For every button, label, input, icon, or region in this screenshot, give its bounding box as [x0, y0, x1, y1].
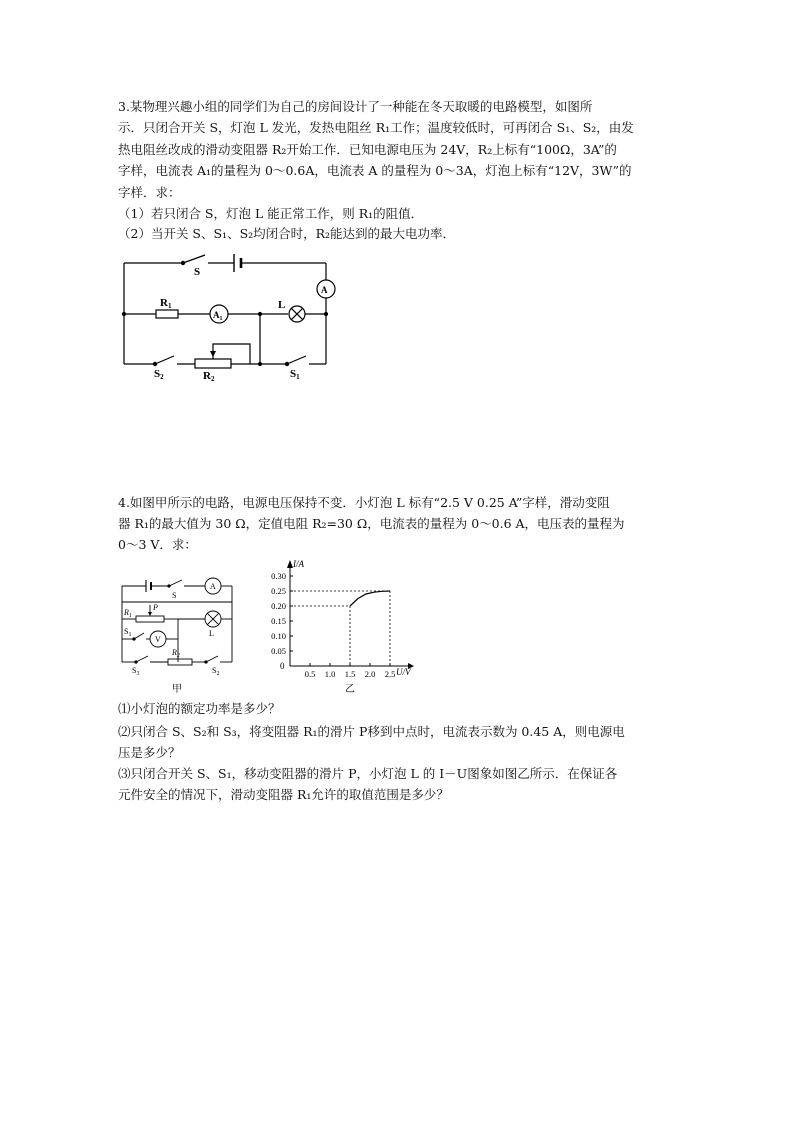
q4-label-r1: $R_1$ — [124, 608, 132, 619]
q4-label-l: L — [209, 629, 214, 638]
label-ammeter-a: A — [321, 285, 328, 295]
q4-label-v: V — [155, 635, 161, 644]
x-axis-label: U/V — [396, 667, 411, 677]
y-tick-label: 0.10 — [271, 631, 286, 641]
iu-curve — [350, 591, 390, 606]
q4-question-2-cont: 压是多少？ — [118, 745, 181, 760]
y-tick-label: 0.05 — [271, 646, 286, 656]
origin-label: 0 — [280, 661, 285, 671]
resistor-r1 — [156, 310, 178, 318]
switch-s-blade — [183, 255, 205, 263]
q4-question-3-cont: 元件安全的情况下，滑动变阻器 R₁允许的取值范围是多少？ — [118, 787, 449, 802]
y-tick-label: 0.25 — [271, 586, 286, 596]
q3-subquestion-1: （1）若只闭合 S，灯泡 L 能正常工作，则 R₁的阻值． — [118, 206, 424, 221]
q3-line-1: 3.某物理兴趣小组的同学们为自己的房间设计了一种能在冬天取暖的电路模型，如图所 — [118, 99, 593, 114]
switch-s1-blade — [287, 356, 306, 364]
switch-s2-blade — [155, 356, 174, 364]
y-tick-label: 0.15 — [271, 616, 286, 626]
q4-label-r2: $R_2$ — [172, 648, 180, 659]
q4-iu-chart — [258, 554, 428, 698]
q4-label-a: A — [210, 582, 216, 591]
x-tick-label: 2.0 — [364, 669, 376, 679]
label-s1: S1 — [290, 368, 300, 381]
y-axis-label: I/A — [293, 559, 304, 569]
x-tick-label: 2.5 — [384, 669, 396, 679]
q4-line-2: 器 R₁的最大值为 30 Ω，定值电阻 R₂=30 Ω，电流表的量程为 0～0.6 A，电压表的量程为 — [118, 516, 625, 531]
q4-resistor-r2 — [168, 659, 192, 665]
q4-caption-jia: 甲 — [172, 684, 182, 695]
q3-circuit-diagram — [110, 248, 350, 386]
chart-caption-yi: 乙 — [345, 684, 355, 695]
q4-question-2: ⑵只闭合 S、S₂和 S₃，将变阻器 R₁的滑片 P移到中点时，电流表示数为 0.45 A，则电源电 — [118, 724, 625, 739]
label-s2: S2 — [154, 368, 164, 381]
q4-line-1: 4.如图甲所示的电路，电源电压保持不变．小灯泡 L 标有“2.5 V 0.25 A”字样，滑动变阻 — [118, 495, 610, 510]
q4-label-p: P — [153, 603, 158, 612]
q4-circuit-diagram — [112, 574, 242, 696]
q3-line-2: 示．只闭合开关 S，灯泡 L 发光，发热电阻丝 R₁工作；温度较低时，可再闭合 S₁、S₂，由发 — [118, 120, 634, 135]
q4-label-s1: $S_1$ — [124, 627, 132, 638]
q4-question-3: ⑶只闭合开关 S、S₁，移动变阻器的滑片 P，小灯泡 L 的 I－U图象如图乙所示．在保证各 — [118, 766, 618, 781]
label-r1: R1 — [160, 297, 172, 310]
label-r2: R2 — [203, 370, 215, 383]
q4-line-3: 0～3 V．求： — [118, 537, 197, 552]
rheostat-r2 — [195, 359, 231, 368]
q3-subquestion-2: （2）当开关 S、S₁、S₂均闭合时，R₂能达到的最大电功率． — [118, 226, 456, 241]
q3-line-4: 字样，电流表 A₁的量程为 0～0.6A，电流表 A 的量程为 0～3A，灯泡上标有“12V，3W”的 — [118, 163, 632, 178]
q4-label-s2: $S_2$ — [212, 666, 220, 677]
y-tick-label: 0.30 — [271, 571, 286, 581]
q3-line-3: 热电阻丝改成的滑动变阻器 R₂开始工作．已知电源电压为 24V，R₂上标有“100Ω，3A”的 — [118, 142, 617, 157]
q4-label-s: S — [172, 591, 177, 600]
q4-rheostat-r1 — [136, 616, 164, 622]
q4-label-s3: $S_3$ — [132, 666, 140, 677]
q3-line-5: 字样．求： — [118, 185, 181, 200]
x-tick-label: 0.5 — [304, 669, 316, 679]
x-tick-label: 1.0 — [324, 669, 336, 679]
label-ammeter-a1: $A_1$ — [213, 310, 223, 322]
x-tick-label: 1.5 — [344, 669, 356, 679]
label-lamp-l: L — [278, 299, 286, 311]
label-s: S — [194, 266, 201, 278]
y-tick-label: 0.20 — [271, 601, 286, 611]
q4-question-1: ⑴小灯泡的额定功率是多少？ — [118, 701, 281, 716]
